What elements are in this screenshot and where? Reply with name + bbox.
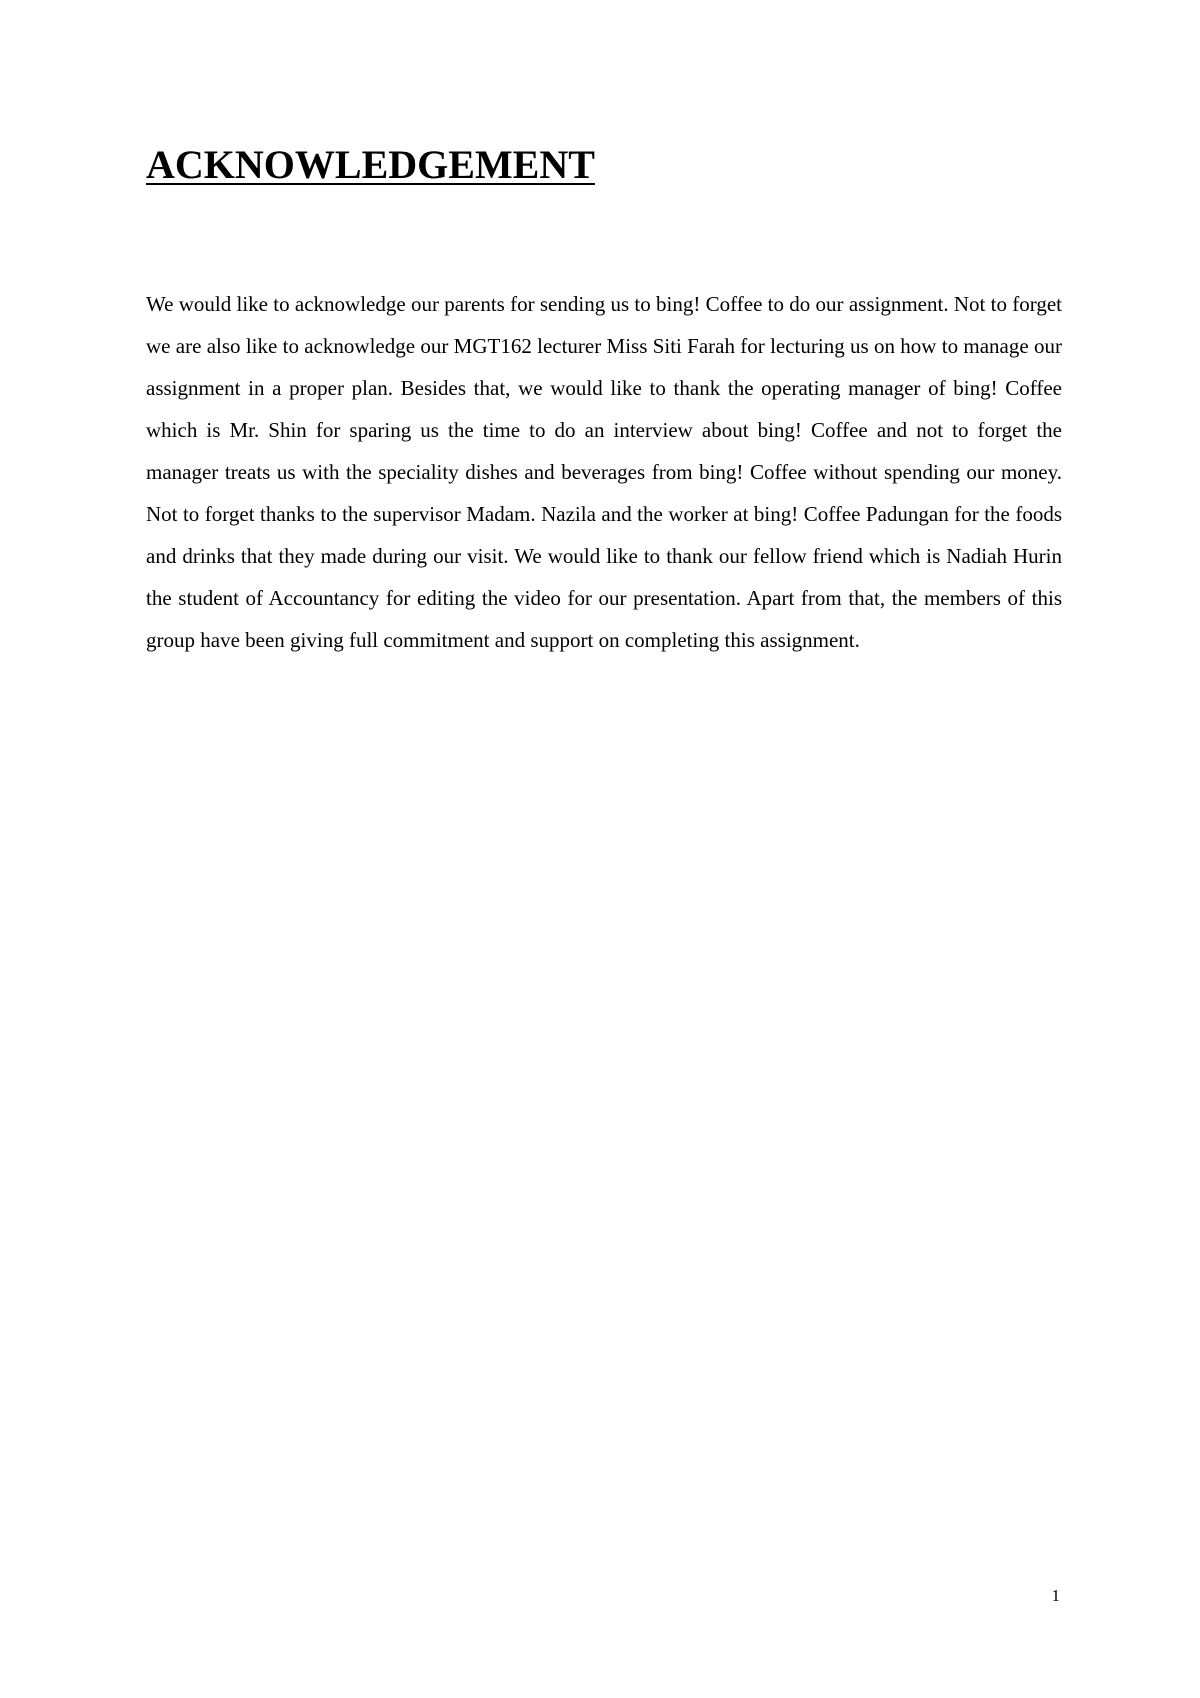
acknowledgement-paragraph: We would like to acknowledge our parents for sending us to bing! Coffee to do our assignment. Not to forget we are also like to acknowledge our MGT162 lecturer Miss Siti Farah for lecturing us on how to manage our assignment in a proper plan. Besides that, we would like to thank the operating manager of bing! Coffee which is Mr. Shin for sparing us the time to do an interview about bing! Coffee and not to forget the manager treats us with the speciality dishes and beverages from bing! Coffee without spending our money. Not to forget thanks to the supervisor Madam. Nazila and the worker at bing! Coffee Padungan for the foods and drinks that they made during our visit. We would like to thank our fellow friend which is Nadiah Hurin the student of Accountancy for editing the video for our presentation. Apart from that, the members of this group have been giving full commitment and support on completing this assignment. (146, 292, 1062, 652)
page-number: 1 (1051, 1586, 1060, 1605)
page-title: ACKNOWLEDGEMENT (146, 142, 595, 187)
